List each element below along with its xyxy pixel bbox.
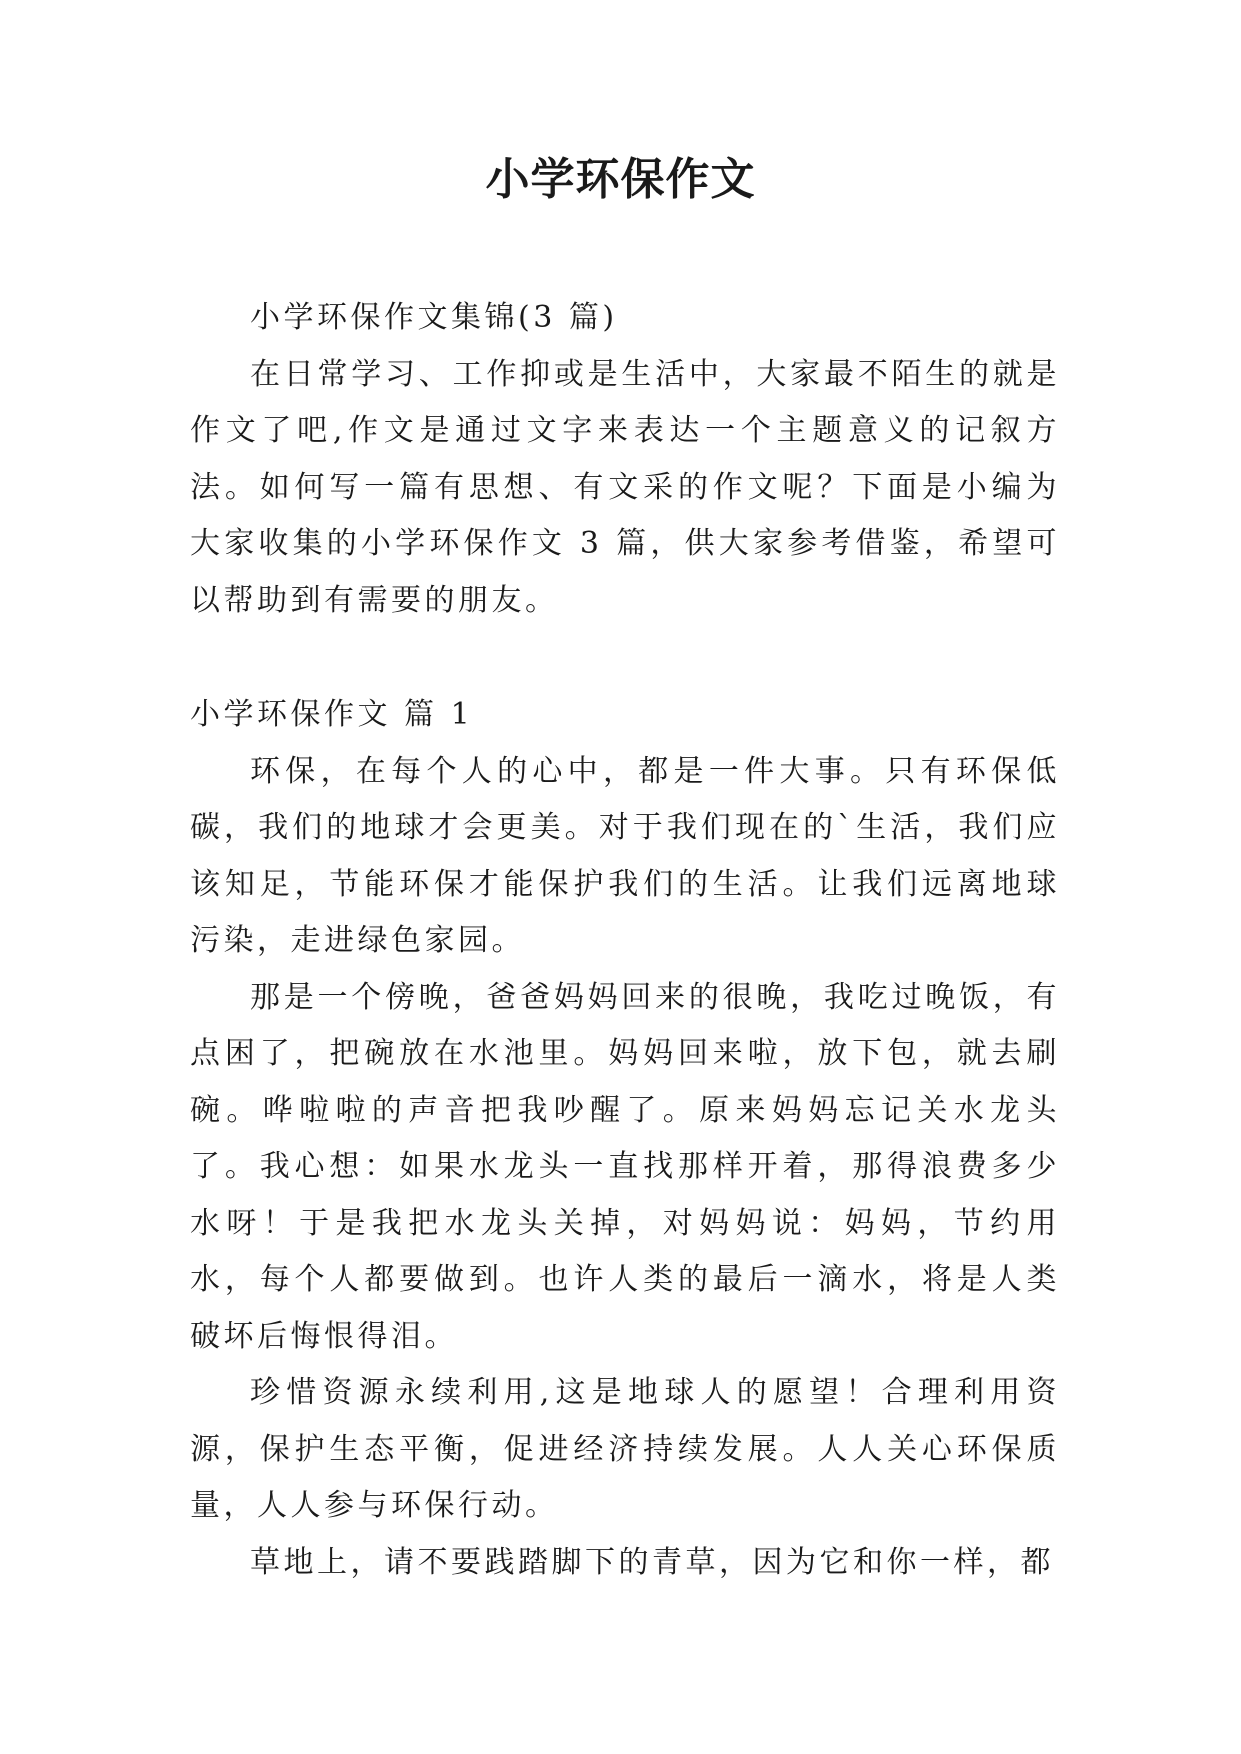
essay-paragraph-1: 环保，在每个人的心中，都是一件大事。只有环保低碳，我们的地球才会更美。对于我们现在的`生活，我们应该知足，节能环保才能保护我们的生活。让我们远离地球污染，走进绿色家园。 [190, 753, 1060, 958]
essay-paragraph-2: 那是一个傍晚，爸爸妈妈回来的很晚，我吃过晚饭，有点困了，把碗放在水池里。妈妈回来啦，放下包，就去刷碗。哗啦啦的声音把我吵醒了。原来妈妈忘记关水龙头了。我心想：如果水龙头一直找那样开着，那得浪费多少水呀！于是我把水龙头关掉，对妈妈说：妈妈，节约用水，每个人都要做到。也许人类的最后一滴水，将是人类破坏后悔恨得泪。 [190, 979, 1060, 1354]
section-heading: 小学环保作文 篇 1 [190, 697, 474, 732]
page-title: 小学环保作文 [485, 154, 756, 205]
subtitle-line: 小学环保作文集锦(3 篇) [250, 300, 618, 335]
document-body [190, 290, 1060, 1591]
section-spacer [190, 629, 1060, 687]
essay-paragraph-4: 草地上，请不要践踏脚下的青草，因为它和你一样，都 [250, 1544, 1054, 1580]
essay-paragraph-3: 珍惜资源永续利用,这是地球人的愿望！合理利用资源，保护生态平衡，促进经济持续发展。人人关心环保质量，人人参与环保行动。 [190, 1375, 1060, 1523]
intro-paragraph: 在日常学习、工作抑或是生活中，大家最不陌生的就是作文了吧,作文是通过文字来表达一个主题意义的记叙方法。如何写一篇有思想、有文采的作文呢？下面是小编为大家收集的小学环保作文 3 篇，供大家参考借鉴，希望可以帮助到有需要的朋友。 [190, 356, 1060, 618]
